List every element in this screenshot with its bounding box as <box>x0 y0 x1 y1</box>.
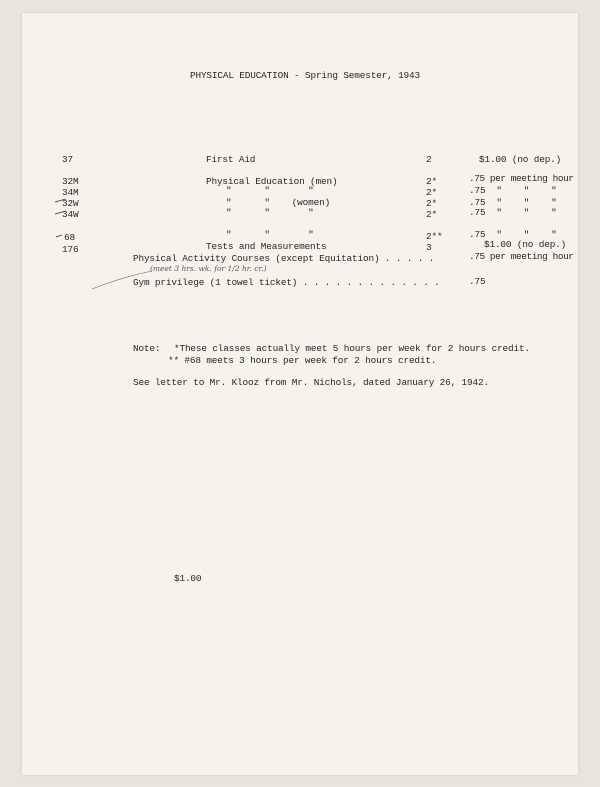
course-number: 34M <box>62 187 79 198</box>
gym-privilege-line: Gym privilege (1 towel ticket) . . . . . . . . . . . . . <box>133 277 440 288</box>
course-name: " " " <box>226 207 314 218</box>
credit-hours: 2* <box>426 209 437 220</box>
handwritten-annotation: (meet 3 hrs. wk. for 1/2 hr. cr.) <box>150 264 267 273</box>
note-line-2: ** #68 meets 3 hours per week for 2 hours credit. <box>168 355 437 366</box>
credit-hours: 2 <box>426 154 432 165</box>
course-number: 176 <box>62 244 79 255</box>
course-name: First Aid <box>206 154 256 165</box>
course-number: 34W <box>62 209 79 220</box>
credit-hours: 2* <box>426 176 437 187</box>
pencil-dash-32w <box>55 199 66 202</box>
pencil-dash-34w <box>55 211 66 214</box>
pencil-curve-annotation <box>92 271 152 289</box>
course-fee: .75 " " " <box>469 197 557 208</box>
course-name: Tests and Measurements <box>206 241 327 252</box>
activity-courses-fee: .75 per meeting hour <box>469 251 574 262</box>
course-fee: .75 " " " <box>469 229 557 240</box>
credit-hours: 2** <box>426 231 443 242</box>
course-fee: $1.00 (no dep.) <box>479 154 562 165</box>
course-name: " " " <box>226 229 314 240</box>
course-number: 37 <box>62 154 73 165</box>
credit-hours: 2* <box>426 198 437 209</box>
course-fee: .75 " " " <box>469 207 557 218</box>
note-label: Note: <box>133 343 161 354</box>
gym-privilege-fee: .75 <box>469 276 486 287</box>
course-fee: .75 per meeting hour <box>469 173 574 184</box>
course-name: " " (women) <box>226 197 331 208</box>
pencil-dash-68 <box>56 235 62 237</box>
course-fee: $1.00 (no dep.) <box>484 239 567 250</box>
pencil-marks <box>22 13 578 775</box>
course-number: 32M <box>62 176 79 187</box>
note-line-1: *These classes actually meet 5 hours per week for 2 hours credit. <box>174 343 530 354</box>
page-title: PHYSICAL EDUCATION - Spring Semester, 1943 <box>190 70 420 81</box>
course-fee: .75 " " " <box>469 185 557 196</box>
activity-courses-line: Physical Activity Courses (except Equitation) . . . . . <box>133 253 435 264</box>
course-name: " " " <box>226 185 314 196</box>
credit-hours: 2* <box>426 187 437 198</box>
credit-hours: 3 <box>426 242 432 253</box>
course-number: 68 <box>64 232 75 243</box>
course-number: 32W <box>62 198 79 209</box>
course-name: Physical Education (men) <box>206 176 338 187</box>
document-sheet <box>22 13 578 775</box>
letter-reference: See letter to Mr. Klooz from Mr. Nichols, dated January 26, 1942. <box>133 377 489 388</box>
bottom-amount: $1.00 <box>174 573 202 584</box>
